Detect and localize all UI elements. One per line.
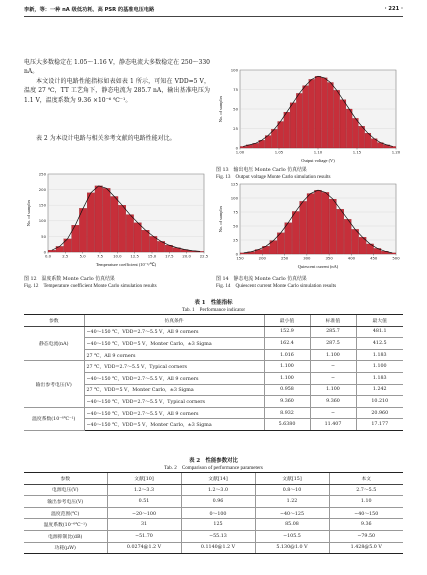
histogram-bar xyxy=(126,215,133,252)
x-tick-label: 7.5 xyxy=(96,253,104,259)
x-tick-label: 15.0 xyxy=(147,253,157,259)
table-row xyxy=(24,496,403,508)
histogram-bar xyxy=(352,229,359,254)
y-tick-label: 0 xyxy=(235,251,238,257)
x-tick-label: 350 xyxy=(325,255,333,261)
table-1-value-cell: 9.360 xyxy=(264,396,310,408)
figure-12-chart xyxy=(24,170,210,268)
plot-area xyxy=(48,174,204,252)
table-row xyxy=(24,519,403,531)
table-2-value-cell: 0.51 xyxy=(107,496,181,508)
x-tick-label: 17.5 xyxy=(165,253,174,259)
table-2-value-cell: −20～100 xyxy=(107,507,181,519)
comparison-table xyxy=(24,472,403,554)
table-2-value-cell: 31 xyxy=(107,519,181,531)
x-tick-label: 20.0 xyxy=(182,253,191,259)
table-1-condition-cell: −40～150 ℃，VDD=2.7～5.5 V，All 9 corners xyxy=(84,372,264,384)
table-2-header-cell: 文献[14] xyxy=(181,473,255,485)
histogram-bar xyxy=(329,199,336,254)
table-row xyxy=(24,542,403,554)
x-tick-label: 300 xyxy=(303,255,311,261)
figure-13-caption-en: Fig. 13 Output voltage Monte Carlo simulation results xyxy=(216,174,331,180)
temperature-coefficient-histogram xyxy=(24,170,210,268)
histogram-bar xyxy=(346,109,352,148)
histogram-bar xyxy=(359,126,365,148)
table-1-condition-cell: 27 ℃，VDD=5 V，Monter Carlo，±3 Sigma xyxy=(84,384,264,396)
histogram-bar xyxy=(389,253,396,254)
histogram-bar xyxy=(111,196,119,252)
table-1-header-cell: 标准值 xyxy=(310,315,356,327)
table-2-value-cell: 0.0274@1.2 V xyxy=(107,542,181,554)
histogram-bar xyxy=(334,90,340,148)
histogram-bar xyxy=(240,146,246,148)
histogram-bar xyxy=(79,208,87,252)
histogram-bar xyxy=(48,250,56,252)
histogram-bar xyxy=(322,192,329,254)
histogram-bar xyxy=(64,239,72,252)
y-tick-label: 25 xyxy=(233,125,238,131)
table-2-value-cell: 1.2～3.3 xyxy=(107,484,181,496)
histogram-bar xyxy=(278,121,284,148)
histogram-bar xyxy=(309,79,315,148)
table-2-value-cell: 0.1140@1.2 V xyxy=(181,542,255,554)
table-1-value-cell: 287.5 xyxy=(310,338,356,350)
table-2-value-cell: −79.50 xyxy=(329,530,403,542)
histogram-bar xyxy=(277,233,284,254)
table-1-value-cell: 5.6380 xyxy=(264,419,310,431)
y-tick-label: 50 xyxy=(41,233,46,239)
x-tick-label: 2.5 xyxy=(62,253,69,259)
table-1-value-cell: 1.183 xyxy=(356,349,403,361)
table-1-header-cell: 最小值 xyxy=(264,315,310,327)
histogram-bar xyxy=(296,93,302,148)
table-2-header-cell: 本文 xyxy=(329,473,403,485)
x-tick-label: 1.10 xyxy=(313,149,323,155)
figure-12-caption-en: Fig. 12 Temperature coefficient Monte Carlo simulation results xyxy=(24,283,157,289)
y-axis-label: No. of samples xyxy=(26,199,31,227)
histogram-bar xyxy=(292,211,299,254)
table-2-header-cell: 参数 xyxy=(24,473,107,485)
histogram-bar xyxy=(95,186,103,252)
table-1-value-cell: − xyxy=(310,407,356,419)
table-2-value-cell: 1.10 xyxy=(329,496,403,508)
table-1-value-cell: 481.1 xyxy=(356,326,403,338)
table-1-param-cell: 静态电流(nA) xyxy=(24,326,84,361)
figure-13-caption-cn: 图 13 输出电压 Monte Carlo 仿真结果 xyxy=(216,167,307,173)
histogram-bar xyxy=(142,230,150,252)
table-2-value-cell: −105.5 xyxy=(255,530,329,542)
histogram-bar xyxy=(328,82,334,148)
histogram-bar xyxy=(118,205,126,252)
y-axis-label: No. of samples xyxy=(218,95,223,123)
histogram-bar xyxy=(103,188,111,252)
x-tick-label: 0.0 xyxy=(44,253,52,259)
histogram-bar xyxy=(56,246,64,252)
y-tick-label: 75 xyxy=(233,209,238,215)
table-1-value-cell: 17.177 xyxy=(356,419,403,431)
table-1-header-cell: 最大值 xyxy=(356,315,403,327)
histogram-bar xyxy=(340,100,346,148)
table-1-title-cn: 表 1 性能指标 xyxy=(194,300,233,306)
table-1-header-row xyxy=(24,315,403,327)
y-tick-label: 100 xyxy=(230,195,238,201)
y-tick-label: 100 xyxy=(38,218,46,224)
table-1-value-cell: − xyxy=(310,372,356,384)
table-1-value-cell: 1.100 xyxy=(356,361,403,373)
y-tick-label: 125 xyxy=(230,181,238,187)
table-2-value-cell: −55.13 xyxy=(181,530,255,542)
table-row xyxy=(24,326,403,338)
table-2-value-cell: 1.2～3.0 xyxy=(181,484,255,496)
table-2-value-cell: 2.7～5.5 xyxy=(329,484,403,496)
figure-14-caption-cn: 图 14 静态电流 Monte Carlo 仿真结果 xyxy=(216,276,307,282)
histogram-bar xyxy=(314,190,321,254)
y-tick-label: 25 xyxy=(233,237,238,243)
table-2-header-row xyxy=(24,473,403,485)
table-2-value-cell: 1.22 xyxy=(255,496,329,508)
table-1-value-cell: 0.958 xyxy=(264,384,310,396)
table-2-value-cell: 9.36 xyxy=(329,519,403,531)
table-1-param-cell: 温度系数(10⁻⁶℃⁻¹) xyxy=(24,407,84,430)
table-1-value-cell: 1.100 xyxy=(310,349,356,361)
table-2-value-cell: 1.428@5.0 V xyxy=(329,542,403,554)
running-header-title: 李新，等：一种 nA 级低功耗、高 PSR 的基准电压电路 xyxy=(24,7,155,13)
table-1-condition-cell: 27 ℃，VDD=2.7～5.5 V，Typical corners xyxy=(84,361,264,373)
paragraph-2: 本文设计的电路性能指标如表如表 1 所示，可知在 VDD=5 V，温度 27 ℃，TT 工艺角下，静态电流为 285.7 nA，输出基准电压为 1.1 V，温度系数为 9.36 ×10⁻⁶ ℃⁻¹。 xyxy=(24,78,210,104)
table-2-value-cell: −51.70 xyxy=(107,530,181,542)
x-tick-label: 1.00 xyxy=(235,149,245,155)
table-2-param-cell: 电源抑制比(dB) xyxy=(24,530,107,542)
x-tick-label: 5.0 xyxy=(79,253,86,259)
histogram-bar xyxy=(240,253,247,254)
table-1-value-cell: 11.407 xyxy=(310,419,356,431)
histogram-bar xyxy=(134,223,142,252)
table-1-condition-cell: −40～150 ℃，VDD=2.7～5.5 V，All 9 corners xyxy=(84,407,264,419)
histogram-bar xyxy=(321,78,327,148)
paragraph-1: 电压大多数稳定在 1.05～1.16 V，静态电流大多数稳定在 250～330 nA。 xyxy=(24,59,210,76)
x-tick-label: 1.20 xyxy=(391,149,401,155)
table-2-header-cell: 文献[10] xyxy=(107,473,181,485)
table-1-condition-cell: 27 ℃，All 9 corners xyxy=(84,349,264,361)
x-axis-label: Temperature coefficient (10⁻⁶/℃) xyxy=(95,262,157,267)
table-row xyxy=(24,530,403,542)
y-tick-label: 50 xyxy=(233,106,238,112)
y-tick-label: 200 xyxy=(38,187,46,192)
y-tick-label: 150 xyxy=(38,202,46,208)
table-row xyxy=(24,361,403,373)
table-2-value-cell: 0.96 xyxy=(181,496,255,508)
table-1-condition-cell: −40～150 ℃，VDD=5 V，Monter Carlo，±3 Sigma xyxy=(84,419,264,431)
table-1-value-cell: 1.016 xyxy=(264,349,310,361)
histogram-bar xyxy=(315,76,321,148)
table-1-condition-cell: −40～150 ℃，VDD=5 V，Monter Carlo，±3 Sigma xyxy=(84,338,264,350)
histogram-bar xyxy=(300,201,307,254)
histogram-bar xyxy=(344,219,351,254)
output-voltage-histogram xyxy=(216,66,402,164)
table-1-condition-cell: −40～150 ℃，VDD=2.7～5.5 V，All 9 corners xyxy=(84,326,264,338)
table-2-value-cell: 0.8～10 xyxy=(255,484,329,496)
histogram-bar xyxy=(271,129,277,148)
table-2-value-cell: 0～100 xyxy=(181,507,255,519)
figure-14-chart xyxy=(216,180,402,270)
table-1-value-cell: 20.960 xyxy=(356,407,403,419)
table-2-param-cell: 功耗(μW) xyxy=(24,542,107,554)
table-1-title-en: Tab. 1 Performance indicator xyxy=(181,307,246,313)
x-tick-label: 1.15 xyxy=(352,149,362,155)
histogram-bar xyxy=(307,194,314,254)
table-1-value-cell: 1.100 xyxy=(310,384,356,396)
table-2-param-cell: 电源电压(V) xyxy=(24,484,107,496)
y-tick-label: 100 xyxy=(230,67,238,73)
table-1-param-cell: 输出参考电压(V) xyxy=(24,361,84,407)
x-tick-label: 200 xyxy=(258,255,266,261)
table-1-value-cell: 1.100 xyxy=(264,361,310,373)
y-tick-label: 50 xyxy=(233,223,238,229)
histogram-bar xyxy=(352,118,358,148)
table-2-value-cell: −40～150 xyxy=(329,507,403,519)
table-2-param-cell: 温度范围(℃) xyxy=(24,507,107,519)
x-tick-label: 400 xyxy=(347,255,356,261)
table-2-title-en: Tab. 2 Comparison of performance parameters xyxy=(164,465,263,471)
table-row xyxy=(24,407,403,419)
table-2-value-cell: −40～125 xyxy=(255,507,329,519)
x-tick-label: 1.05 xyxy=(274,149,284,155)
page-number: · 221 · xyxy=(384,6,403,12)
table-1-value-cell: 1.242 xyxy=(356,384,403,396)
histogram-bar xyxy=(87,193,95,252)
table-1-value-cell: 285.7 xyxy=(310,326,356,338)
table-1-header-cell: 参数 xyxy=(24,315,84,327)
table-1-value-cell: 152.9 xyxy=(264,326,310,338)
table-1-value-cell: − xyxy=(310,361,356,373)
table-2-param-cell: 输出参考电压(V) xyxy=(24,496,107,508)
x-tick-label: 10.0 xyxy=(113,253,122,259)
histogram-bar xyxy=(337,209,344,254)
table-2-title-cn: 表 2 性能参数对比 xyxy=(189,458,238,464)
y-axis-label: No. of samples xyxy=(218,205,223,233)
header-divider xyxy=(24,16,403,17)
table-2-value-cell: 85.08 xyxy=(255,519,329,531)
table-2-value-cell: 5.130@1.0 V xyxy=(255,542,329,554)
table-1-value-cell: 8.932 xyxy=(264,407,310,419)
table-1-value-cell: 162.4 xyxy=(264,338,310,350)
table-1-header-cell: 仿真条件 xyxy=(84,315,264,327)
table-1-value-cell: 9.360 xyxy=(310,396,356,408)
histogram-bar xyxy=(290,103,296,148)
performance-table xyxy=(24,314,403,431)
histogram-bar xyxy=(303,86,309,148)
y-tick-label: 250 xyxy=(38,171,46,177)
quiescent-current-histogram xyxy=(216,180,402,270)
x-tick-label: 22.5 xyxy=(199,253,209,259)
table-2-param-cell: 温度系数(10⁻⁶℃⁻¹) xyxy=(24,519,107,531)
histogram-bar xyxy=(284,112,290,148)
y-tick-label: 0 xyxy=(43,249,46,255)
x-tick-label: 12.5 xyxy=(130,253,139,259)
histogram-bar xyxy=(150,236,158,252)
figure-14-caption-en: Fig. 14 Quiescent current Monte Carlo simulation results xyxy=(216,283,337,289)
table-1-value-cell: 412.5 xyxy=(356,338,403,350)
table-1-condition-cell: −40～150 ℃，VDD=2.7～5.5 V，Typical corners xyxy=(84,396,264,408)
y-tick-label: 75 xyxy=(233,86,238,92)
x-tick-label: 450 xyxy=(370,255,378,261)
x-axis-label: Output voltage (V) xyxy=(301,158,335,163)
x-axis-label: Quiescent current (nA) xyxy=(297,264,339,269)
x-tick-label: 250 xyxy=(280,255,289,261)
paragraph-3: 表 2 为本设计电路与相关参考文献的电路性能对比。 xyxy=(36,135,176,142)
histogram-bar xyxy=(285,223,292,254)
table-1-value-cell: 10.210 xyxy=(356,396,403,408)
table-1-value-cell: 1.183 xyxy=(356,372,403,384)
x-tick-label: 500 xyxy=(392,255,400,261)
x-tick-label: 150 xyxy=(236,255,244,261)
figure-12-caption-cn: 图 12 温度系数 Monte Carlo 仿真结果 xyxy=(24,276,115,282)
histogram-bar xyxy=(390,146,396,148)
table-row xyxy=(24,484,403,496)
figure-13-chart xyxy=(216,66,402,164)
table-1-value-cell: 1.100 xyxy=(264,372,310,384)
y-tick-label: 0 xyxy=(235,145,238,151)
table-row xyxy=(24,507,403,519)
table-2-header-cell: 文献[15] xyxy=(255,473,329,485)
table-2-value-cell: 125 xyxy=(181,519,255,531)
